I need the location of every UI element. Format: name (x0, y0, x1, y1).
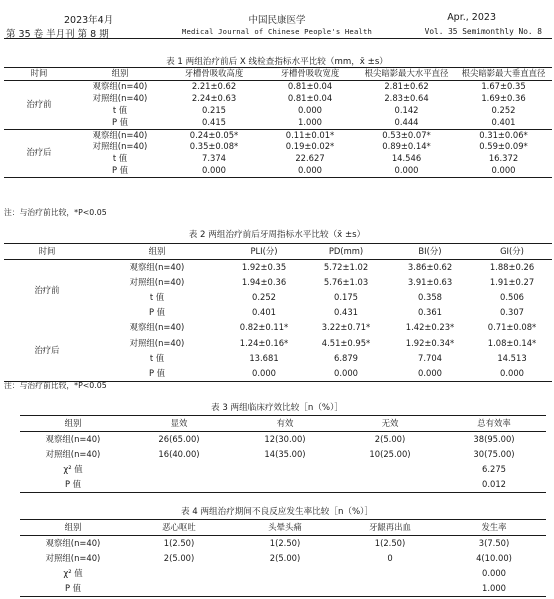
table-cell: 5.72±1.02 (323, 262, 369, 273)
table2-header-row (4, 244, 552, 260)
table4-caption: 表 4 两组治疗期间不良反应发生率比较［n（%）］ (180, 507, 374, 517)
table-cell: 1.94±0.36 (241, 277, 287, 288)
table-cell: 0.000 (482, 568, 506, 579)
table1-header-group: 组别 (111, 68, 129, 78)
table-row (4, 93, 552, 105)
table-cell: 0.000 (202, 165, 226, 176)
table-cell: 0.175 (334, 292, 358, 303)
table4-header-row (20, 520, 546, 536)
header-issue-cn: 第 35 卷 半月刊 第 8 期 (6, 29, 109, 40)
table-cell: 26(65.00) (158, 434, 200, 445)
table-cell: 30(75.00) (473, 449, 515, 460)
table-cell: 0.35±0.08* (189, 141, 239, 152)
table3-header-row (20, 416, 546, 432)
table-cell (232, 581, 338, 597)
table-cell: 1.000 (298, 116, 322, 127)
table-cell: 6.275 (482, 464, 506, 475)
table1-caption: 表 1 两组治疗前后 X 线检查指标水平比较（mm，x̄ ±s） (166, 57, 388, 67)
table-cell: 0.358 (418, 292, 442, 303)
table-cell: 0.81±0.04 (287, 92, 333, 103)
row-label: 观察组(n=40) (45, 434, 101, 445)
table-cell: 1(2.50) (163, 538, 195, 549)
row-label: χ² 值 (63, 568, 83, 579)
table-cell: 1.91±0.27 (489, 277, 535, 288)
table-row (4, 117, 552, 129)
table-cell: 14.513 (497, 352, 527, 363)
table-row (20, 447, 546, 462)
table-row (4, 129, 552, 141)
table2-time-before: 治疗前 (34, 284, 60, 295)
table-cell: 1.92±0.34* (405, 337, 455, 348)
table1-note: 注：与治疗前比较，*P<0.05 (4, 208, 107, 217)
table-cell: 3.91±0.63 (407, 277, 453, 288)
table-cell (232, 462, 338, 477)
table4-header-group: 组别 (64, 522, 82, 532)
table-cell: 4(10.00) (476, 553, 512, 564)
table-cell: 0.415 (202, 116, 226, 127)
table-cell: 0.506 (500, 292, 524, 303)
table1 (4, 67, 552, 178)
table-cell: 1.24±0.16* (239, 337, 289, 348)
table-cell: 1.08±0.14* (487, 337, 537, 348)
table-row (4, 165, 552, 177)
table2-header-group: 组别 (148, 246, 166, 256)
table2-header-col: GI(分) (500, 246, 524, 256)
table2-note: 注：与治疗前比较，*P<0.05 (4, 381, 107, 390)
table-cell: 2(5.00) (374, 434, 406, 445)
row-label: 观察组(n=40) (45, 538, 101, 549)
row-label: 对照组(n=40) (45, 553, 101, 564)
table-cell: 14.546 (391, 153, 422, 164)
table-cell: 0.307 (500, 307, 524, 318)
table-cell: 0.401 (252, 307, 276, 318)
table-cell: 5.76±1.03 (323, 277, 369, 288)
table-cell: 1.69±0.36 (481, 92, 526, 103)
table-row (20, 581, 546, 597)
table3-header-col: 总有效率 (477, 418, 511, 428)
table1-time-before: 治疗前 (26, 98, 52, 109)
table-cell: 0.252 (252, 292, 276, 303)
table-cell: 3.86±0.62 (407, 262, 453, 273)
table-cell: 0.444 (394, 116, 419, 127)
row-label: 对照组(n=40) (129, 277, 185, 288)
table1-header-col: 牙槽骨吸收高度 (184, 68, 244, 78)
table-cell (338, 462, 442, 477)
table-cell: 0.59±0.09* (479, 141, 528, 152)
table-cell: 0.11±0.01* (285, 129, 335, 140)
row-label: 观察组(n=40) (129, 322, 185, 333)
header-date-cn: 2023年4月 (64, 15, 114, 26)
row-label: 观察组(n=40) (92, 80, 148, 91)
row-label: 观察组(n=40) (92, 129, 148, 140)
table-cell (126, 566, 232, 581)
table1-body (4, 80, 552, 177)
table-cell: 0.361 (418, 307, 442, 318)
page-header (0, 6, 554, 38)
table-cell: 2.21±0.62 (191, 80, 237, 91)
row-label: 对照组(n=40) (92, 141, 148, 152)
table-cell: 0.000 (418, 367, 442, 378)
table2 (4, 243, 552, 382)
table-cell: 1(2.50) (374, 538, 406, 549)
header-journal-en: Medical Journal of Chinese People's Health (181, 27, 373, 36)
table-cell (232, 477, 338, 493)
table-cell: 0.252 (491, 104, 516, 115)
table-cell: 7.374 (202, 153, 226, 164)
table-cell: 12(30.00) (264, 434, 306, 445)
row-label: P 值 (148, 367, 166, 378)
table-cell: 0.81±0.04 (287, 80, 333, 91)
table-cell: 0.401 (491, 116, 516, 127)
table-row (20, 551, 546, 566)
header-issue-en: Vol. 35 Semimonthly No. 8 (424, 27, 542, 36)
table-cell (126, 581, 232, 597)
table-cell: 0.82±0.11* (239, 322, 289, 333)
row-label: χ² 值 (63, 464, 83, 475)
table-cell: 0 (387, 553, 393, 564)
table1-header-col: 牙槽骨吸收宽度 (280, 68, 340, 78)
table-row (20, 477, 546, 493)
table-row (4, 141, 552, 153)
table-cell (126, 462, 232, 477)
table-cell: 1.67±0.35 (481, 80, 526, 91)
table-row (4, 105, 552, 117)
table-cell: 0.215 (202, 104, 226, 115)
table-cell: 0.000 (500, 367, 524, 378)
table-cell (232, 566, 338, 581)
row-label: P 值 (148, 307, 166, 318)
table-row (4, 153, 552, 165)
table-cell: 4.51±0.95* (321, 337, 371, 348)
table-row (20, 536, 546, 552)
table-cell: 2.83±0.64 (384, 92, 429, 103)
row-label: P 值 (111, 116, 129, 127)
table3-header-col: 无效 (381, 418, 399, 428)
table3-body (20, 432, 546, 493)
table-cell: 2.81±0.62 (384, 80, 429, 91)
table-cell: 0.431 (334, 307, 358, 318)
table3-caption: 表 3 两组临床疗效比较［n（%）］ (211, 403, 343, 413)
table-row (20, 462, 546, 477)
table-cell: 0.012 (482, 479, 506, 490)
table3 (20, 415, 546, 493)
table-cell: 0.142 (394, 104, 419, 115)
table1-header-col: 根尖暗影最大水平直径 (364, 68, 449, 78)
table-cell: 10(25.00) (369, 449, 411, 460)
table-cell: 0.71±0.08* (487, 322, 537, 333)
table-cell: 1.92±0.35 (241, 262, 287, 273)
table2-header-col: BI(分) (418, 246, 442, 256)
table2-time-after: 治疗后 (34, 345, 60, 356)
row-label: 对照组(n=40) (45, 449, 101, 460)
table-cell: 0.000 (252, 367, 276, 378)
row-label: 对照组(n=40) (92, 92, 148, 103)
header-date-en: Apr., 2023 (447, 12, 496, 23)
row-label: t 值 (112, 153, 128, 164)
table2-header-time: 时间 (38, 246, 56, 256)
table-cell: 2.24±0.63 (191, 92, 237, 103)
row-label: t 值 (149, 352, 165, 363)
table-cell: 1(2.50) (269, 538, 301, 549)
table-cell: 0.31±0.06* (479, 129, 528, 140)
table3-header-col: 有效 (276, 418, 294, 428)
row-label: 对照组(n=40) (129, 337, 185, 348)
table4-header-col: 发生率 (481, 522, 507, 532)
table3-header-col: 显效 (170, 418, 188, 428)
table1-header-row (4, 68, 552, 81)
table-row (4, 320, 552, 335)
table-cell: 0.19±0.02* (285, 141, 335, 152)
header-rule (4, 38, 552, 39)
row-label: t 值 (149, 292, 165, 303)
table-cell: 16(40.00) (158, 449, 200, 460)
table-row (20, 432, 546, 448)
table-cell: 0.89±0.14* (382, 141, 431, 152)
table1-time-after: 治疗后 (26, 147, 52, 158)
table-cell: 38(95.00) (473, 434, 515, 445)
row-label: t 值 (112, 104, 128, 115)
table-cell: 1.000 (482, 583, 506, 594)
table-cell: 2(5.00) (269, 553, 301, 564)
table3-header-group: 组别 (64, 418, 82, 428)
table4 (20, 519, 546, 597)
table-cell: 0.000 (394, 165, 419, 176)
table-cell: 0.53±0.07* (382, 129, 431, 140)
table-cell: 16.372 (488, 153, 519, 164)
table2-body (4, 260, 552, 382)
table-cell: 0.000 (298, 104, 322, 115)
table-cell: 0.000 (491, 165, 516, 176)
table-cell (338, 566, 442, 581)
row-label: P 值 (64, 583, 82, 594)
table-cell: 3(7.50) (478, 538, 510, 549)
table1-header-time: 时间 (30, 68, 48, 78)
table-cell (338, 581, 442, 597)
table-cell: 3.22±0.71* (321, 322, 371, 333)
table1-header-col: 根尖暗影最大垂直直径 (461, 68, 546, 78)
table-cell: 13.681 (249, 352, 279, 363)
table-cell (338, 477, 442, 493)
table2-header-col: PD(mm) (328, 246, 364, 256)
table-cell: 0.24±0.05* (189, 129, 239, 140)
table-cell: 1.88±0.26 (489, 262, 535, 273)
header-journal-cn: 中国民康医学 (248, 15, 306, 26)
table-cell: 1.42±0.23* (405, 322, 455, 333)
table-cell: 7.704 (418, 352, 442, 363)
table2-caption: 表 2 两组治疗前后牙周指标水平比较（x̄ ±s） (188, 230, 366, 240)
row-label: P 值 (111, 165, 129, 176)
table4-header-col: 恶心呕吐 (162, 522, 196, 532)
table4-header-col: 牙龈再出血 (369, 522, 411, 532)
table-row (20, 566, 546, 581)
table4-body (20, 536, 546, 597)
table-cell (126, 477, 232, 493)
table-cell: 2(5.00) (163, 553, 195, 564)
table-row (4, 80, 552, 92)
table-cell: 22.627 (295, 153, 325, 164)
table-cell: 0.000 (334, 367, 358, 378)
table4-header-col: 头晕头痛 (268, 522, 302, 532)
row-label: P 值 (64, 479, 82, 490)
table2-header-col: PLI(分) (250, 246, 278, 256)
row-label: 观察组(n=40) (129, 262, 185, 273)
table-row (4, 260, 552, 276)
table-cell: 0.000 (298, 165, 322, 176)
table-cell: 14(35.00) (264, 449, 306, 460)
table-cell: 6.879 (334, 352, 358, 363)
